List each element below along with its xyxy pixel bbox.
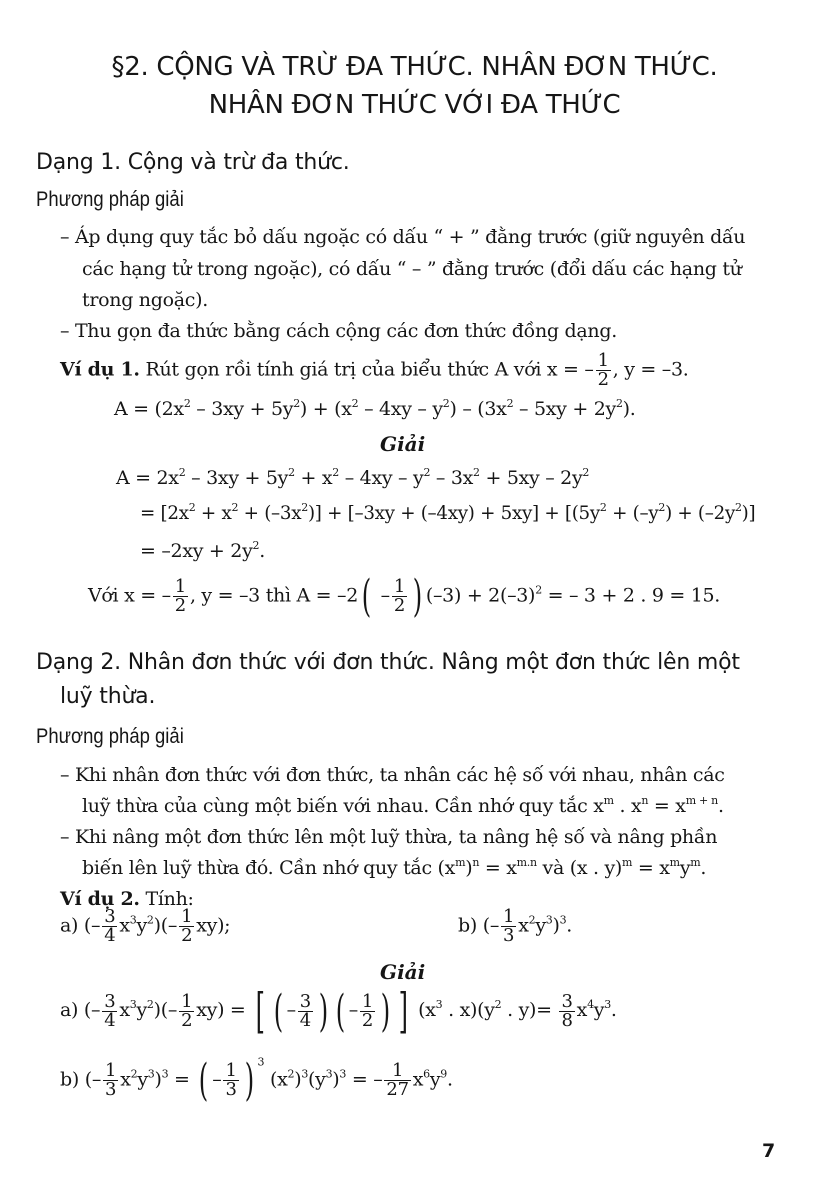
page-number: 7: [762, 1140, 776, 1162]
section2-heading-line2: luỹ thừa.: [60, 684, 156, 709]
example2-label: Ví dụ 2.: [60, 888, 140, 910]
fraction-one-half: $\frac{1}{2}$: [174, 576, 186, 616]
example1-prompt: [60, 352, 688, 389]
section2-bullet-2: – Khi nâng một đơn thức lên một luỹ thừa, ta nâng hệ số và nâng phần: [60, 826, 718, 848]
example1-step-2: = $[2x^2 + x^2 + (-3x^2)] + [-3xy + (-4xy) + 5xy] + [(5y^2 + (-y^2) + (-2y^2)]$: [140, 501, 756, 524]
example2-solution-label: Giải: [380, 960, 426, 984]
example1-text: Rút gọn rồi tính giá trị của biểu thức A với x = –: [145, 358, 594, 381]
example1-step-1: $A = 2x^2 - 3xy + 5y^2 + x^2 - 4xy - y^2 - 3x^2 + 5xy - 2y^2$: [116, 466, 590, 489]
example1-expression: $A = (2x^2 - 3xy + 5y^2) + (x^2 - 4xy - y^2) - (3x^2 - 5xy + 2y^2)$.: [114, 397, 636, 420]
section-title-line2: NHÂN ĐƠN THỨC VỚI ĐA THỨC: [208, 90, 621, 120]
section-title-line1: §2. CỘNG VÀ TRỪ ĐA THỨC. NHÂN ĐƠN THỨC.: [111, 52, 718, 82]
example2-prompt: [60, 888, 194, 910]
section1-bullet-1-cont: các hạng tử trong ngoặc), có dấu “ – ” đằng trước (đổi dấu các hạng tử: [82, 258, 742, 280]
example1-text-after: , y = –3.: [612, 358, 689, 381]
section1-heading: Dạng 1. Cộng và trừ đa thức.: [36, 150, 350, 175]
example1-solution-label: Giải: [380, 432, 426, 456]
section1-method-title: Phương pháp giải: [36, 188, 184, 211]
example1-step-3: = $-2xy + 2y^2$.: [140, 539, 265, 562]
example2-text: Tính:: [145, 888, 194, 910]
fraction-one-half: $\frac{1}{2}$: [597, 350, 609, 390]
example2-solution-a: a) (– $\frac{3}{4}$ $x^3y^2)(-$ $\frac{1}{2}$ xy) = [ ( – $\frac{3}{4}$ ) ( – $\frac{1}{2}$ ) ] ($x^3$ . $x)(y^2$ . y)= $\frac{3}{8}$ $x^4y^3$.: [60, 983, 617, 1039]
section2-method-title: Phương pháp giải: [36, 725, 184, 748]
section1-bullet-2: – Thu gọn đa thức bằng cách cộng các đơn thức đồng dạng.: [60, 320, 617, 342]
example2-part-a: a) (– $\frac{3}{4}$ $x^3y^2)(-$ $\frac{1}{2}$ xy);: [60, 906, 231, 946]
example2-solution-b: b) (– $\frac{1}{3}$ $x^2y^3)^3$ = ( – $\frac{1}{3}$ ) $^3$ $(x^2)^3(y^3)^3$ = – $\frac{1}{27}$ $x^6y^9$.: [60, 1054, 453, 1106]
section1-bullet-1: – Áp dụng quy tắc bỏ dấu ngoặc có dấu “ + ” đằng trước (giữ nguyên dấu: [60, 226, 746, 248]
section2-bullet-2-cont: biến lên luỹ thừa đó. Cần nhớ quy tắc $(x^m)^n = x^{m.n}$ và (x . $y)^m = x^my^m$.: [82, 856, 707, 879]
example1-label: Ví dụ 1.: [60, 358, 140, 381]
fraction-one-half: $\frac{1}{2}$: [393, 576, 405, 616]
section2-heading-line1: Dạng 2. Nhân đơn thức với đơn thức. Nâng một đơn thức lên một: [36, 650, 740, 675]
section2-bullet-1-cont: luỹ thừa của cùng một biến với nhau. Cần nhớ quy tắc $x^m$ . $x^n = x^{m + n}$.: [82, 794, 724, 817]
example2-part-b: b) (– $\frac{1}{3}$ $x^2y^3)^3$.: [458, 906, 573, 946]
section1-bullet-1-cont2: trong ngoặc).: [82, 289, 208, 311]
example1-evaluation: Với x = – $\frac{1}{2}$ , y = –3 thì A = –2( – $\frac{1}{2}$ ) $(-3) + 2(-3)^2$ = – 3 + 2 . 9 = 15.: [88, 570, 721, 622]
section2-bullet-1: – Khi nhân đơn thức với đơn thức, ta nhân các hệ số với nhau, nhân các: [60, 764, 725, 786]
